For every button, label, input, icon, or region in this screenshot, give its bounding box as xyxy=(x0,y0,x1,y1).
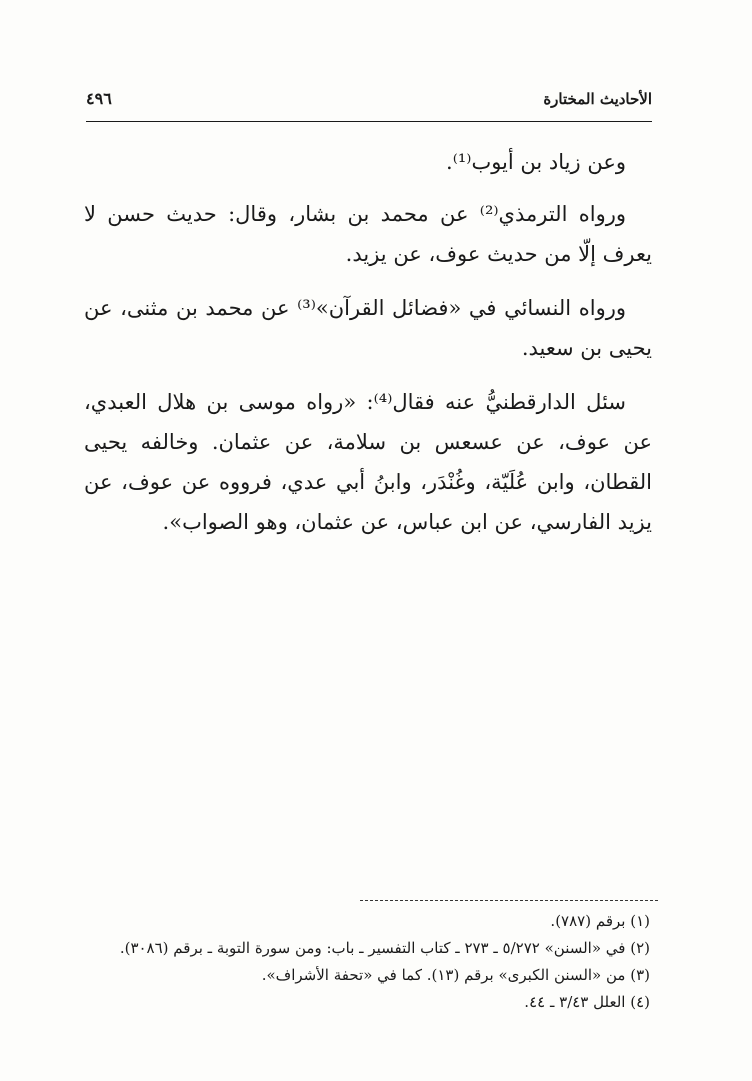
body-text xyxy=(84,142,652,556)
footnote: (٣) من «السنن الكبرى» برقم (١٣). كما في «تحفة الأشراف». xyxy=(261,966,650,984)
running-title: الأحاديث المختارة xyxy=(543,90,652,108)
paragraph: ورواه الترمذي⁽²⁾ عن محمد بن بشار، وقال: حديث حسن لا يعرف إلّا من حديث عوف، عن يزيد. xyxy=(84,202,652,266)
header-rule xyxy=(86,121,652,122)
footnote: (٢) في «السنن» ٥/٢٧٢ ـ ٢٧٣ ـ كتاب التفسير ـ باب: ومن سورة التوبة ـ برقم (٣٠٨٦). xyxy=(119,939,650,957)
footnote-separator xyxy=(360,900,658,901)
footnote: (١) برقم (٧٨٧). xyxy=(550,912,650,930)
paragraph: سئل الدارقطنيُّ عنه فقال⁽⁴⁾: «رواه موسى بن هلال العبدي، عن عوف، عن عسعس بن سلامة، عن عثمان. وخالفه يحيى القطان، وابن عُلَيّة، وغُنْدَر، وابنُ أبي عدي، فرووه عن عوف، عن يزيد الفارسي، عن ابن عباس، عن عثمان، وهو الصواب». xyxy=(84,390,652,534)
paragraph: ورواه النسائي في «فضائل القرآن»⁽³⁾ عن محمد بن مثنى، عن يحيى بن سعيد. xyxy=(84,296,652,360)
running-header xyxy=(86,88,652,110)
footnote: (٤) العلل ٣/٤٣ ـ ٤٤. xyxy=(524,993,650,1011)
paragraph: وعن زياد بن أيوب⁽¹⁾. xyxy=(446,150,626,174)
page-number: ٤٩٦ xyxy=(86,89,112,108)
footnotes xyxy=(90,908,650,1016)
